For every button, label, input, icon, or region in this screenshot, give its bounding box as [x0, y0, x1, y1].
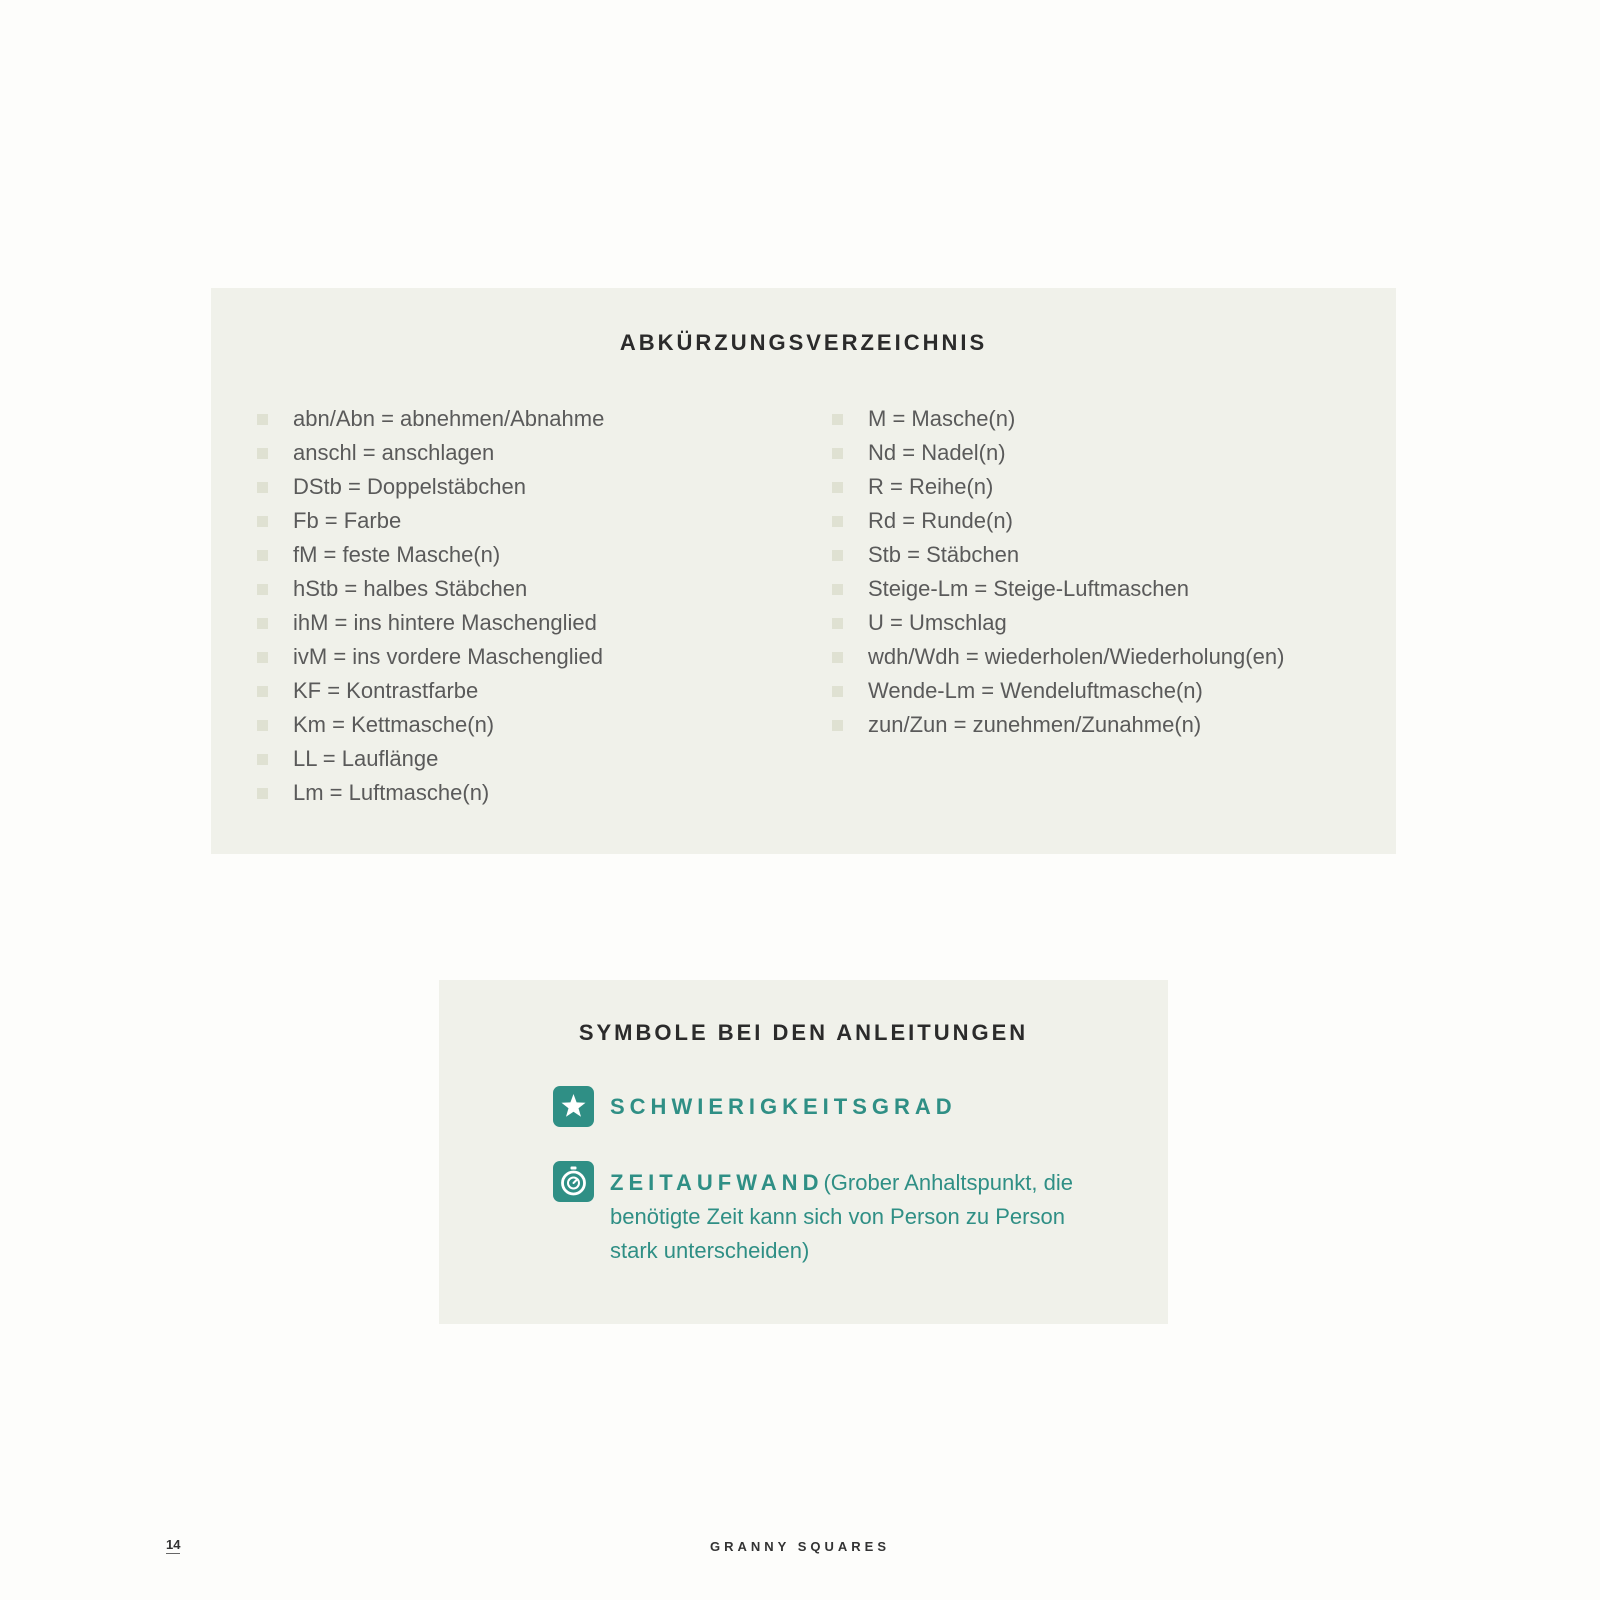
bullet-icon: [257, 788, 268, 799]
bullet-icon: [257, 618, 268, 629]
abbreviation-item: [832, 708, 1284, 742]
abbreviation-item: [257, 640, 604, 674]
bullet-icon: [257, 414, 268, 425]
abbreviation-text: KF = Kontrastfarbe: [293, 678, 479, 703]
abbreviation-item: [832, 504, 1284, 538]
bullet-icon: [257, 516, 268, 527]
abbreviation-item: [257, 776, 604, 810]
abbreviation-text: abn/Abn = abnehmen/Abnahme: [293, 406, 605, 431]
abbreviation-text: Km = Kettmasche(n): [293, 712, 495, 737]
abbreviation-item: [832, 606, 1284, 640]
abbreviation-text: ihM = ins hintere Maschenglied: [293, 610, 597, 635]
abbreviation-text: DStb = Doppelstäbchen: [293, 474, 526, 499]
abbreviation-text: Fb = Farbe: [293, 508, 402, 533]
bullet-icon: [832, 414, 843, 425]
bullet-icon: [832, 584, 843, 595]
bullet-icon: [832, 516, 843, 527]
abbreviation-item: [832, 538, 1284, 572]
abbreviation-item: [257, 436, 604, 470]
bullet-icon: [257, 720, 268, 731]
abbreviation-item: [257, 708, 604, 742]
page-number: 14: [166, 1537, 181, 1552]
abbreviation-text: Steige-Lm = Steige-Luftmaschen: [868, 576, 1190, 601]
abbreviation-item: [257, 402, 604, 436]
bullet-icon: [257, 550, 268, 561]
abbreviation-text: hStb = halbes Stäbchen: [293, 576, 528, 601]
bullet-icon: [832, 618, 843, 629]
abbreviations-title: ABKÜRZUNGSVERZEICHNIS: [619, 330, 988, 355]
bullet-icon: [832, 550, 843, 561]
abbreviation-item: [832, 640, 1284, 674]
bullet-icon: [257, 754, 268, 765]
time-label: ZEITAUFWAND: [610, 1170, 824, 1195]
abbreviations-panel: [211, 288, 1396, 854]
abbreviations-list-left: [257, 402, 604, 810]
bullet-icon: [257, 448, 268, 459]
abbreviation-text: R = Reihe(n): [868, 474, 994, 499]
symbols-panel: [439, 980, 1168, 1324]
abbreviation-text: Rd = Runde(n): [868, 508, 1013, 533]
bullet-icon: [832, 448, 843, 459]
abbreviation-text: LL = Lauflänge: [293, 746, 439, 771]
abbreviation-item: [257, 572, 604, 606]
abbreviation-text: anschl = anschlagen: [293, 440, 495, 465]
abbreviation-item: [832, 572, 1284, 606]
abbreviations-list-right: [832, 402, 1284, 742]
abbreviation-item: [257, 504, 604, 538]
bullet-icon: [257, 686, 268, 697]
abbreviation-text: Wende-Lm = Wendeluftmasche(n): [868, 678, 1203, 703]
abbreviation-item: [257, 538, 604, 572]
abbreviation-item: [832, 470, 1284, 504]
bullet-icon: [257, 584, 268, 595]
bullet-icon: [832, 652, 843, 663]
stopwatch-icon: [553, 1161, 594, 1202]
time-description: (Grober Anhaltspunkt, die benötigte Zeit kann sich von Person zu Person stark unterscheiden): [610, 1170, 1073, 1263]
abbreviation-item: [832, 674, 1284, 708]
abbreviation-item: [832, 402, 1284, 436]
abbreviation-item: [257, 606, 604, 640]
abbreviation-item: [257, 674, 604, 708]
abbreviation-text: Stb = Stäbchen: [868, 542, 1020, 567]
abbreviation-item: [257, 470, 604, 504]
bullet-icon: [257, 482, 268, 493]
abbreviation-text: fM = feste Masche(n): [293, 542, 501, 567]
abbreviation-text: Lm = Luftmasche(n): [293, 780, 490, 805]
symbols-title: SYMBOLE BEI DEN ANLEITUNGEN: [578, 1020, 1029, 1045]
bullet-icon: [832, 686, 843, 697]
abbreviation-text: ivM = ins vordere Maschenglied: [293, 644, 603, 669]
abbreviation-item: [257, 742, 604, 776]
bullet-icon: [832, 482, 843, 493]
abbreviation-text: U = Umschlag: [868, 610, 1007, 635]
abbreviation-text: wdh/Wdh = wiederholen/Wiederholung(en): [868, 644, 1285, 669]
bullet-icon: [257, 652, 268, 663]
abbreviation-item: [832, 436, 1284, 470]
difficulty-label: SCHWIERIGKEITSGRAD: [610, 1094, 957, 1119]
abbreviation-text: M = Masche(n): [868, 406, 1016, 431]
abbreviation-text: Nd = Nadel(n): [868, 440, 1006, 465]
star-icon: [553, 1086, 594, 1127]
bullet-icon: [832, 720, 843, 731]
abbreviation-text: zun/Zun = zunehmen/Zunahme(n): [868, 712, 1202, 737]
book-title: GRANNY SQUARES: [709, 1539, 890, 1554]
